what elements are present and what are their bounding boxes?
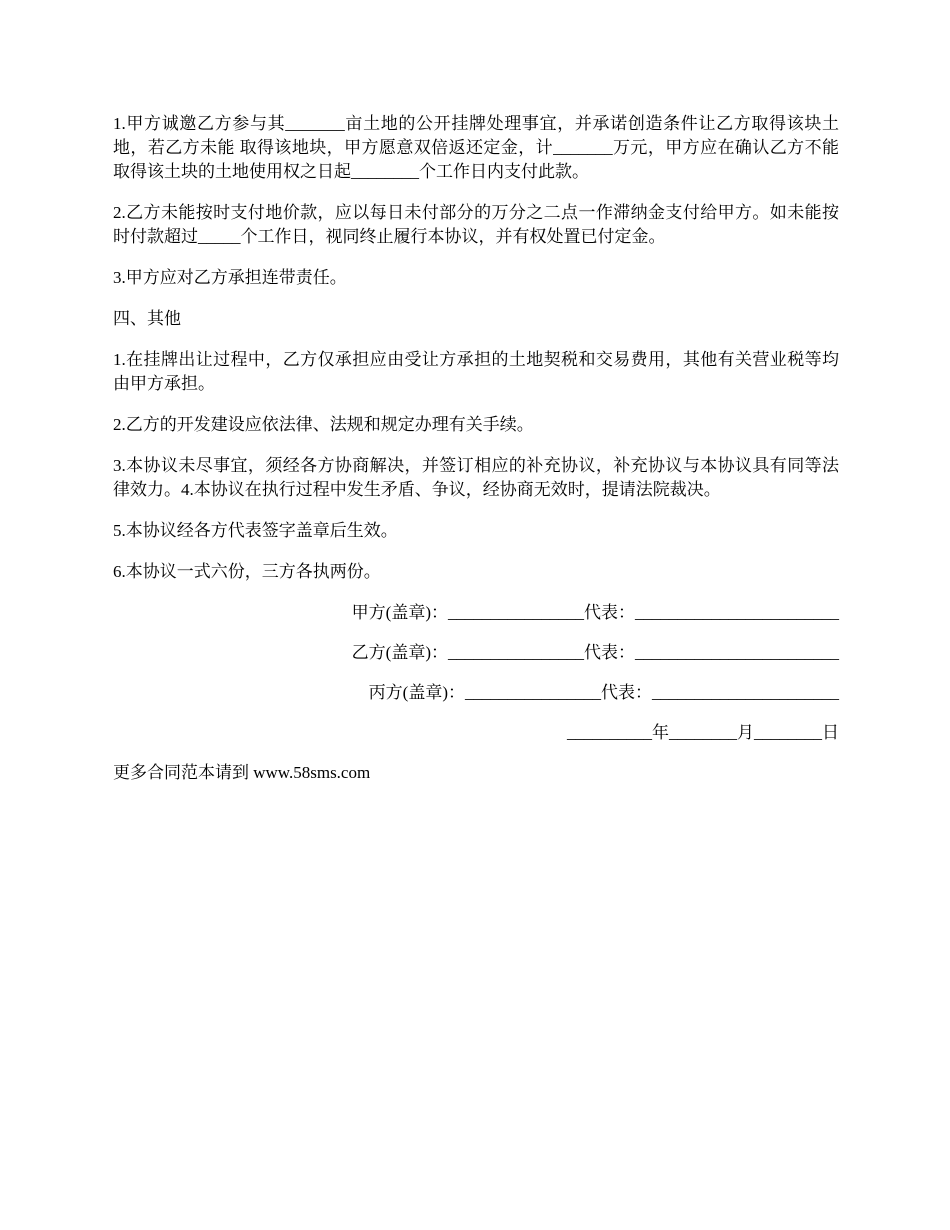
clause-1: 1.甲方诚邀乙方参与其_______亩土地的公开挂牌处理事宜，并承诺创造条件让乙方取得该块土地，若乙方未能 取得该地块，甲方愿意双倍返还定金，计_______万元，甲方应在确认乙方不能取得该土块的土地使用权之日起________个工作日内支付此款。	[113, 114, 839, 181]
contract-document	[113, 112, 839, 785]
date-line: __________年________月________日	[567, 723, 839, 742]
other-clause-2: 2.乙方的开发建设应依法律、法规和规定办理有关手续。	[113, 415, 534, 434]
clause-3: 3.甲方应对乙方承担连带责任。	[113, 268, 347, 287]
other-clause-3-4: 3.本协议未尽事宜，须经各方协商解决，并签订相应的补充协议，补充协议与本协议具有同等法律效力。4.本协议在执行过程中发生矛盾、争议，经协商无效时，提请法院裁决。	[113, 456, 839, 499]
other-clause-1: 1.在挂牌出让过程中，乙方仅承担应由受让方承担的土地契税和交易费用，其他有关营业税等均由甲方承担。	[113, 350, 839, 393]
footer-text: 更多合同范本请到 www.58sms.com	[113, 763, 371, 782]
other-clause-6: 6.本协议一式六份，三方各执两份。	[113, 562, 381, 581]
party-c-signature-line: 丙方(盖章)：________________代表：______________________	[368, 683, 839, 702]
party-b-signature-line: 乙方(盖章)：________________代表：________________________	[351, 643, 839, 662]
other-clause-5: 5.本协议经各方代表签字盖章后生效。	[113, 521, 398, 540]
clause-2: 2.乙方未能按时支付地价款，应以每日未付部分的万分之二点一作滞纳金支付给甲方。如未能按时付款超过_____个工作日，视同终止履行本协议，并有权处置已付定金。	[113, 203, 839, 246]
party-a-signature-line: 甲方(盖章)：________________代表：________________________	[351, 603, 839, 622]
signature-block	[113, 601, 839, 745]
section-heading-other: 四、其他	[113, 309, 181, 328]
